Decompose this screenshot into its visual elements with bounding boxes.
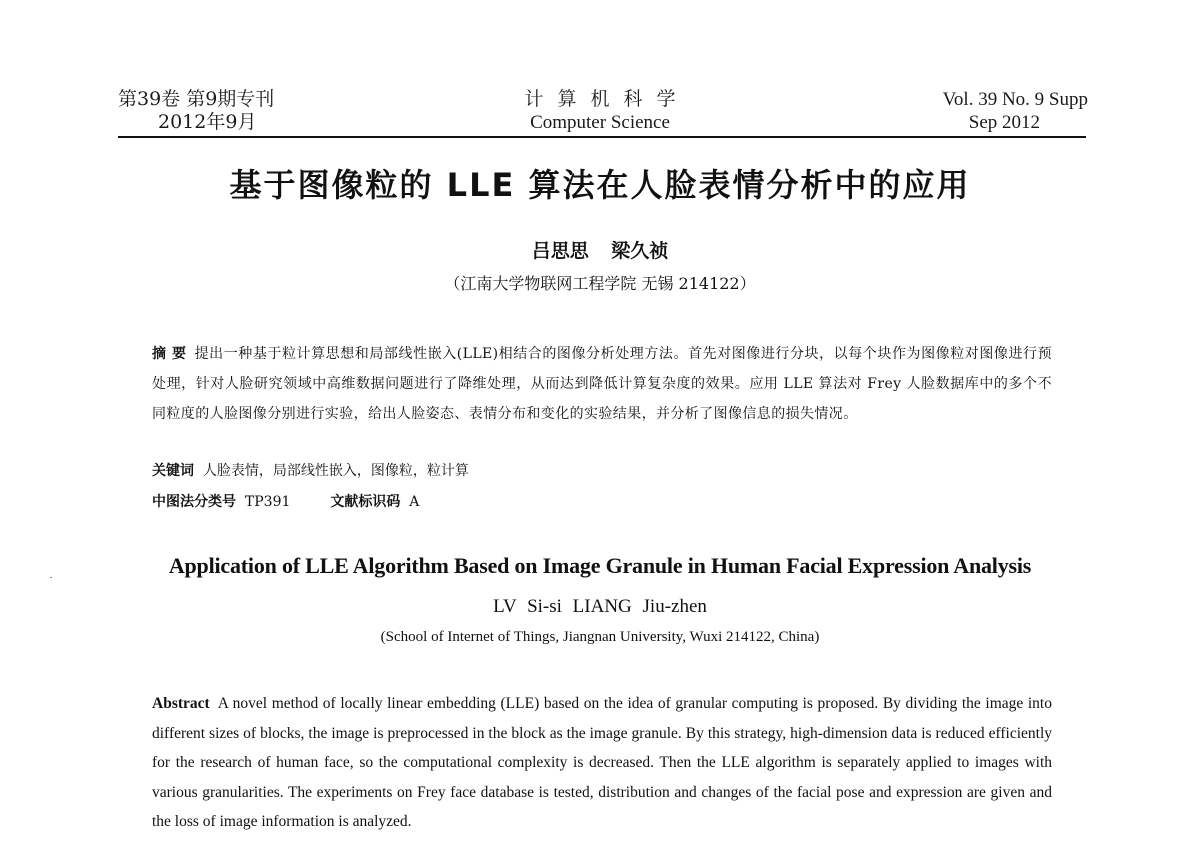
doc-code-value: A: [409, 494, 420, 510]
abstract-cn-text: 提出一种基于粒计算思想和局部线性嵌入(LLE)相结合的图像分析处理方法。首先对图像进行分块，以每个块作为图像粒对图像进行预处理，针对人脸研究领域中高维数据问题进行了降维处理，从而达到降低计算复杂度的效果。应用 LLE 算法对 Frey 人脸数据库中的多个不同粒度的人脸图像分别进行实验，给出人脸姿态、表情分布和变化的实验结果，并分析了图像信息的损失情况。: [152, 346, 1052, 422]
volume-issue: 第39卷 第9期专刊: [118, 88, 275, 110]
classification-line: [152, 491, 419, 511]
paper-title-en: Application of LLE Algorithm Based on Image Granule in Human Facial Expression Analysis: [168, 553, 1032, 578]
keywords-cn-label: 关键词: [152, 463, 194, 479]
volume-issue-en: Vol. 39 No. 9 Supp: [942, 89, 1088, 110]
affiliation-en: (School of Internet of Things, Jiangnan University, Wuxi 214122, China): [380, 629, 820, 645]
clc-label: 中图法分类号: [152, 494, 236, 510]
abstract-en: [152, 689, 1052, 837]
journal-name-en: Computer Science: [530, 112, 670, 133]
abstract-en-text: A novel method of locally linear embedding (LLE) based on the idea of granular computing is proposed. By dividing the image into different sizes of blocks, the image is preprocessed in the block as the image granule. By this strategy, high-dimension data is reduced efficiently for the research of human face, so the computational complexity is decreased. Then the LLE algorithm is separately applied to images with various granularities. The experiments on Frey face database is tested, distribution and changes of the facial pose and expression are given and the loss of image information is analyzed.: [152, 695, 1052, 830]
affiliation-cn: （江南大学物联网工程学院 无锡 214122）: [444, 274, 756, 293]
doc-code-label: 文献标识码: [330, 494, 401, 510]
keywords-cn-text: 人脸表情，局部线性嵌入，图像粒，粒计算: [202, 463, 469, 479]
publication-date-cn: 2012年9月: [158, 111, 257, 133]
authors-cn: 吕思思 梁久祯: [531, 240, 669, 262]
authors-en: LV Si-si LIANG Jiu-zhen: [493, 596, 707, 617]
publication-date-en: Sep 2012: [968, 112, 1040, 133]
abstract-cn: [152, 339, 1052, 429]
abstract-en-label: Abstract: [152, 695, 210, 712]
header-rule: [118, 136, 1086, 138]
paper-title-cn: 基于图像粒的 LLE 算法在人脸表情分析中的应用: [229, 166, 971, 204]
clc-value: TP391: [244, 494, 291, 510]
journal-volume-info-en: [943, 88, 1088, 134]
abstract-cn-label: 摘 要: [152, 346, 187, 362]
keywords-cn: [152, 460, 469, 480]
journal-name-cn: 计算机科学: [524, 88, 690, 110]
